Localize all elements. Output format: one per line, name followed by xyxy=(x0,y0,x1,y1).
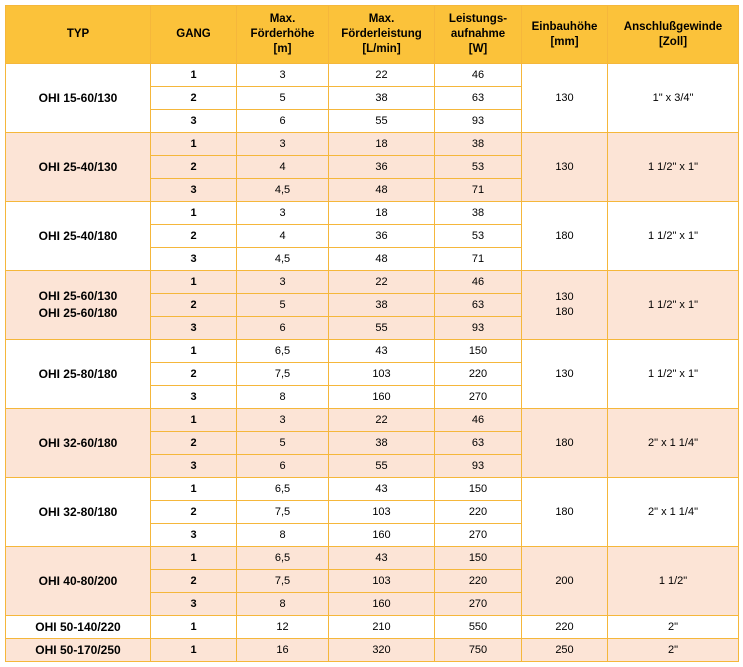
foerderleistung-cell: 36 xyxy=(329,225,435,248)
foerderhoehe-cell: 4 xyxy=(237,156,329,179)
leistung-cell: 93 xyxy=(435,110,522,133)
einbauhoehe-value: 250 xyxy=(555,643,574,656)
leistung-cell: 150 xyxy=(435,478,522,501)
anschlussgewinde-cell: 2" x 1 1/4" xyxy=(608,409,739,478)
header-foerderhoehe xyxy=(237,6,329,64)
foerderhoehe-cell: 3 xyxy=(237,202,329,225)
type-cell xyxy=(6,616,151,639)
foerderleistung-cell: 22 xyxy=(329,409,435,432)
table-row xyxy=(6,547,739,570)
type-cell xyxy=(6,409,151,478)
foerderhoehe-cell: 5 xyxy=(237,87,329,110)
einbauhoehe-cell xyxy=(522,478,608,547)
leistung-cell: 63 xyxy=(435,294,522,317)
anschlussgewinde-cell: 1 1/2" x 1" xyxy=(608,271,739,340)
header-gang: GANG xyxy=(151,6,237,64)
gang-cell: 2 xyxy=(151,501,237,524)
foerderleistung-cell: 18 xyxy=(329,202,435,225)
einbauhoehe-cell xyxy=(522,616,608,639)
foerderhoehe-cell: 4,5 xyxy=(237,179,329,202)
leistung-cell: 220 xyxy=(435,570,522,593)
gang-cell: 1 xyxy=(151,616,237,639)
table-row xyxy=(6,409,739,432)
einbauhoehe-cell xyxy=(522,64,608,133)
foerderleistung-cell: 22 xyxy=(329,271,435,294)
type-cell xyxy=(6,64,151,133)
einbauhoehe-cell xyxy=(522,133,608,202)
gang-cell: 1 xyxy=(151,133,237,156)
table-row xyxy=(6,133,739,156)
foerderhoehe-cell: 6 xyxy=(237,455,329,478)
leistung-cell: 270 xyxy=(435,593,522,616)
leistung-cell: 38 xyxy=(435,202,522,225)
einbauhoehe-cell xyxy=(522,202,608,271)
foerderhoehe-cell: 6,5 xyxy=(237,340,329,363)
foerderhoehe-cell: 3 xyxy=(237,271,329,294)
gang-cell: 2 xyxy=(151,294,237,317)
foerderleistung-cell: 320 xyxy=(329,639,435,662)
gang-cell: 2 xyxy=(151,156,237,179)
foerderhoehe-cell: 6 xyxy=(237,317,329,340)
foerderleistung-cell: 103 xyxy=(329,363,435,386)
header-line: [W] xyxy=(468,43,488,55)
leistung-cell: 750 xyxy=(435,639,522,662)
foerderleistung-cell: 160 xyxy=(329,386,435,409)
foerderleistung-cell: 48 xyxy=(329,248,435,271)
header-line: aufnahme xyxy=(450,28,506,40)
foerderleistung-cell: 160 xyxy=(329,593,435,616)
foerderhoehe-cell: 8 xyxy=(237,524,329,547)
foerderhoehe-cell: 7,5 xyxy=(237,501,329,524)
foerderhoehe-cell: 8 xyxy=(237,593,329,616)
header-line: [mm] xyxy=(550,35,579,48)
foerderhoehe-cell: 3 xyxy=(237,409,329,432)
leistung-cell: 63 xyxy=(435,432,522,455)
header-line: Anschlußgewinde xyxy=(623,20,723,33)
foerderhoehe-cell: 8 xyxy=(237,386,329,409)
header-line: [Zoll] xyxy=(658,35,688,48)
header-line: Einbauhöhe xyxy=(531,20,598,33)
foerderhoehe-cell: 7,5 xyxy=(237,363,329,386)
header-line: Förderleistung xyxy=(341,28,422,40)
foerderleistung-cell: 43 xyxy=(329,547,435,570)
type-name: OHI 50-170/250 xyxy=(35,642,121,657)
leistung-cell: 93 xyxy=(435,317,522,340)
einbauhoehe-value: 180 xyxy=(555,436,574,449)
gang-cell: 2 xyxy=(151,87,237,110)
leistung-cell: 550 xyxy=(435,616,522,639)
foerderleistung-cell: 43 xyxy=(329,478,435,501)
gang-cell: 3 xyxy=(151,593,237,616)
pump-spec-table xyxy=(5,5,739,662)
foerderleistung-cell: 103 xyxy=(329,501,435,524)
gang-cell: 3 xyxy=(151,386,237,409)
gang-cell: 1 xyxy=(151,271,237,294)
foerderhoehe-cell: 4,5 xyxy=(237,248,329,271)
foerderleistung-cell: 38 xyxy=(329,432,435,455)
gang-cell: 2 xyxy=(151,225,237,248)
foerderleistung-cell: 160 xyxy=(329,524,435,547)
foerderhoehe-cell: 12 xyxy=(237,616,329,639)
foerderleistung-cell: 22 xyxy=(329,64,435,87)
foerderleistung-cell: 38 xyxy=(329,87,435,110)
anschlussgewinde-cell: 2" xyxy=(608,616,739,639)
type-name: OHI 25-40/130 xyxy=(38,159,118,174)
gang-cell: 2 xyxy=(151,432,237,455)
type-cell xyxy=(6,271,151,340)
type-name: OHI 25-40/180 xyxy=(38,228,118,243)
einbauhoehe-cell xyxy=(522,547,608,616)
header-foerderleistung xyxy=(329,6,435,64)
einbauhoehe-value: 180 xyxy=(555,306,574,318)
foerderhoehe-cell: 6,5 xyxy=(237,547,329,570)
foerderleistung-cell: 36 xyxy=(329,156,435,179)
einbauhoehe-value: 130 xyxy=(555,91,574,104)
table-row xyxy=(6,340,739,363)
foerderleistung-cell: 55 xyxy=(329,110,435,133)
gang-cell: 3 xyxy=(151,524,237,547)
leistung-cell: 270 xyxy=(435,386,522,409)
gang-cell: 3 xyxy=(151,455,237,478)
header-line: Förderhöhe xyxy=(250,28,315,40)
einbauhoehe-value: 200 xyxy=(555,574,574,587)
table-row xyxy=(6,271,739,294)
type-cell xyxy=(6,340,151,409)
header-line: Max. xyxy=(269,13,296,25)
leistung-cell: 63 xyxy=(435,87,522,110)
table-row xyxy=(6,639,739,662)
leistung-cell: 38 xyxy=(435,133,522,156)
anschlussgewinde-cell: 1 1/2" x 1" xyxy=(608,340,739,409)
gang-cell: 3 xyxy=(151,110,237,133)
foerderleistung-cell: 18 xyxy=(329,133,435,156)
type-name: OHI 32-60/180 xyxy=(38,435,118,450)
gang-cell: 3 xyxy=(151,179,237,202)
gang-cell: 2 xyxy=(151,363,237,386)
foerderhoehe-cell: 7,5 xyxy=(237,570,329,593)
foerderleistung-cell: 210 xyxy=(329,616,435,639)
einbauhoehe-cell xyxy=(522,271,608,340)
type-cell xyxy=(6,547,151,616)
einbauhoehe-value: 130 xyxy=(555,291,574,303)
einbauhoehe-value: 180 xyxy=(555,505,574,518)
header-line: Leistungs- xyxy=(448,13,508,25)
foerderhoehe-cell: 3 xyxy=(237,133,329,156)
leistung-cell: 150 xyxy=(435,547,522,570)
foerderleistung-cell: 55 xyxy=(329,317,435,340)
header-line: [L/min] xyxy=(362,43,401,55)
einbauhoehe-value: 130 xyxy=(555,160,574,173)
foerderhoehe-cell: 5 xyxy=(237,432,329,455)
leistung-cell: 46 xyxy=(435,271,522,294)
foerderhoehe-cell: 6,5 xyxy=(237,478,329,501)
type-name: OHI 15-60/130 xyxy=(38,90,118,105)
anschlussgewinde-cell: 1 1/2" xyxy=(608,547,739,616)
anschlussgewinde-cell: 2" xyxy=(608,639,739,662)
header-line: Max. xyxy=(368,13,395,25)
leistung-cell: 53 xyxy=(435,156,522,179)
header-line: [m] xyxy=(273,43,292,55)
foerderleistung-cell: 38 xyxy=(329,294,435,317)
type-cell xyxy=(6,639,151,662)
leistung-cell: 150 xyxy=(435,340,522,363)
foerderleistung-cell: 48 xyxy=(329,179,435,202)
einbauhoehe-value: 220 xyxy=(555,620,574,633)
leistung-cell: 93 xyxy=(435,455,522,478)
type-name: OHI 40-80/200 xyxy=(38,573,118,588)
type-cell xyxy=(6,202,151,271)
anschlussgewinde-cell: 1 1/2" x 1" xyxy=(608,133,739,202)
einbauhoehe-value: 130 xyxy=(555,367,574,380)
gang-cell: 3 xyxy=(151,248,237,271)
anschlussgewinde-cell: 2" x 1 1/4" xyxy=(608,478,739,547)
foerderhoehe-cell: 3 xyxy=(237,64,329,87)
foerderhoehe-cell: 4 xyxy=(237,225,329,248)
type-name: OHI 32-80/180 xyxy=(38,504,118,519)
type-name: OHI 25-60/130 xyxy=(38,289,118,303)
header-einbauhoehe xyxy=(522,6,608,64)
foerderleistung-cell: 43 xyxy=(329,340,435,363)
gang-cell: 1 xyxy=(151,639,237,662)
gang-cell: 1 xyxy=(151,202,237,225)
header-leistungsaufnahme xyxy=(435,6,522,64)
leistung-cell: 71 xyxy=(435,179,522,202)
foerderleistung-cell: 55 xyxy=(329,455,435,478)
foerderhoehe-cell: 16 xyxy=(237,639,329,662)
gang-cell: 1 xyxy=(151,409,237,432)
header-row xyxy=(6,6,739,64)
table-body xyxy=(6,64,739,662)
gang-cell: 3 xyxy=(151,317,237,340)
header-typ: TYP xyxy=(6,6,151,64)
foerderhoehe-cell: 5 xyxy=(237,294,329,317)
leistung-cell: 46 xyxy=(435,64,522,87)
gang-cell: 1 xyxy=(151,64,237,87)
type-name: OHI 25-80/180 xyxy=(38,366,118,381)
leistung-cell: 71 xyxy=(435,248,522,271)
table-row xyxy=(6,478,739,501)
gang-cell: 1 xyxy=(151,340,237,363)
anschlussgewinde-cell: 1" x 3/4" xyxy=(608,64,739,133)
table-row xyxy=(6,64,739,87)
type-name: OHI 25-60/180 xyxy=(38,306,118,320)
gang-cell: 1 xyxy=(151,547,237,570)
einbauhoehe-cell xyxy=(522,639,608,662)
foerderhoehe-cell: 6 xyxy=(237,110,329,133)
leistung-cell: 220 xyxy=(435,501,522,524)
leistung-cell: 53 xyxy=(435,225,522,248)
einbauhoehe-cell xyxy=(522,340,608,409)
gang-cell: 2 xyxy=(151,570,237,593)
foerderleistung-cell: 103 xyxy=(329,570,435,593)
header-anschlussgewinde xyxy=(608,6,739,64)
type-name: OHI 50-140/220 xyxy=(35,619,121,634)
type-cell xyxy=(6,478,151,547)
gang-cell: 1 xyxy=(151,478,237,501)
table-row xyxy=(6,616,739,639)
leistung-cell: 270 xyxy=(435,524,522,547)
einbauhoehe-value: 180 xyxy=(555,229,574,242)
type-cell xyxy=(6,133,151,202)
anschlussgewinde-cell: 1 1/2" x 1" xyxy=(608,202,739,271)
leistung-cell: 220 xyxy=(435,363,522,386)
einbauhoehe-cell xyxy=(522,409,608,478)
table-row xyxy=(6,202,739,225)
leistung-cell: 46 xyxy=(435,409,522,432)
